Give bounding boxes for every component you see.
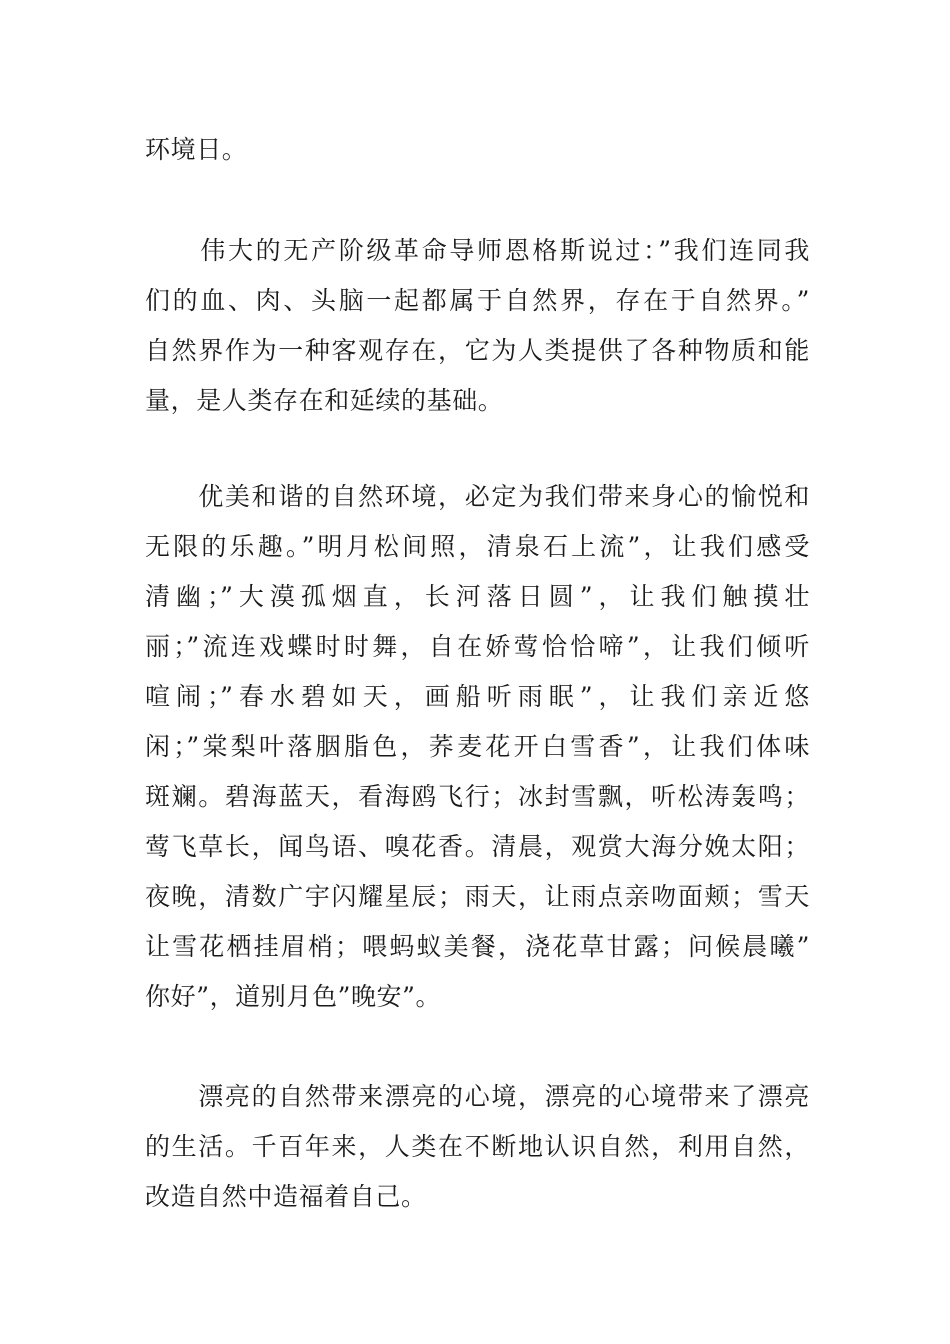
text-line: 无限的乐趣。”明月松间照，清泉石上流”，让我们感受 [145,532,810,561]
text-line: 们的血、肉、头脑一起都属于自然界，存在于自然界。” [145,286,810,315]
text-line: 优美和谐的自然环境，必定为我们带来身心的愉悦和 [145,482,810,511]
text-line: 自然界作为一种客观存在，它为人类提供了各种物质和能 [145,336,810,365]
text-line: 的生活。千百年来，人类在不断地认识自然，利用自然， [145,1132,810,1161]
text-line: 量，是人类存在和延续的基础。 [145,386,504,415]
text-line: 清幽；”大漠孤烟直，长河落日圆”，让我们触摸壮 [145,582,810,611]
text-line: 你好”，道别月色”晚安”。 [145,982,442,1011]
text-line: 喧闹；”春水碧如天，画船听雨眠”，让我们亲近悠 [145,682,810,711]
text-line: 丽；”流连戏蝶时时舞，自在娇莺恰恰啼”，让我们倾听 [145,632,810,661]
paragraph-environment-day [145,125,810,175]
text-line: 斑斓。碧海蓝天，看海鸥飞行；冰封雪飘，听松涛轰鸣； [145,782,810,811]
text-line: 环境日。 [145,135,248,164]
text-line: 夜晚，清数广宇闪耀星辰；雨天，让雨点亲吻面颊；雪天 [145,882,810,911]
text-line: 闲；”棠梨叶落胭脂色，荞麦花开白雪香”，让我们体味 [145,732,810,761]
paragraph-beautiful-life [145,1072,810,1222]
text-line: 伟大的无产阶级革命导师恩格斯说过：”我们连同我 [145,236,810,265]
text-line: 漂亮的自然带来漂亮的心境，漂亮的心境带来了漂亮 [145,1082,810,1111]
paragraph-engels-quote [145,226,810,426]
text-line: 改造自然中造福着自己。 [145,1182,427,1211]
paragraph-natural-beauty [145,472,810,1022]
text-line: 让雪花栖挂眉梢；喂蚂蚁美餐，浇花草甘露；问候晨曦” [145,932,810,961]
text-line: 莺飞草长，闻鸟语、嗅花香。清晨，观赏大海分娩太阳； [145,832,810,861]
